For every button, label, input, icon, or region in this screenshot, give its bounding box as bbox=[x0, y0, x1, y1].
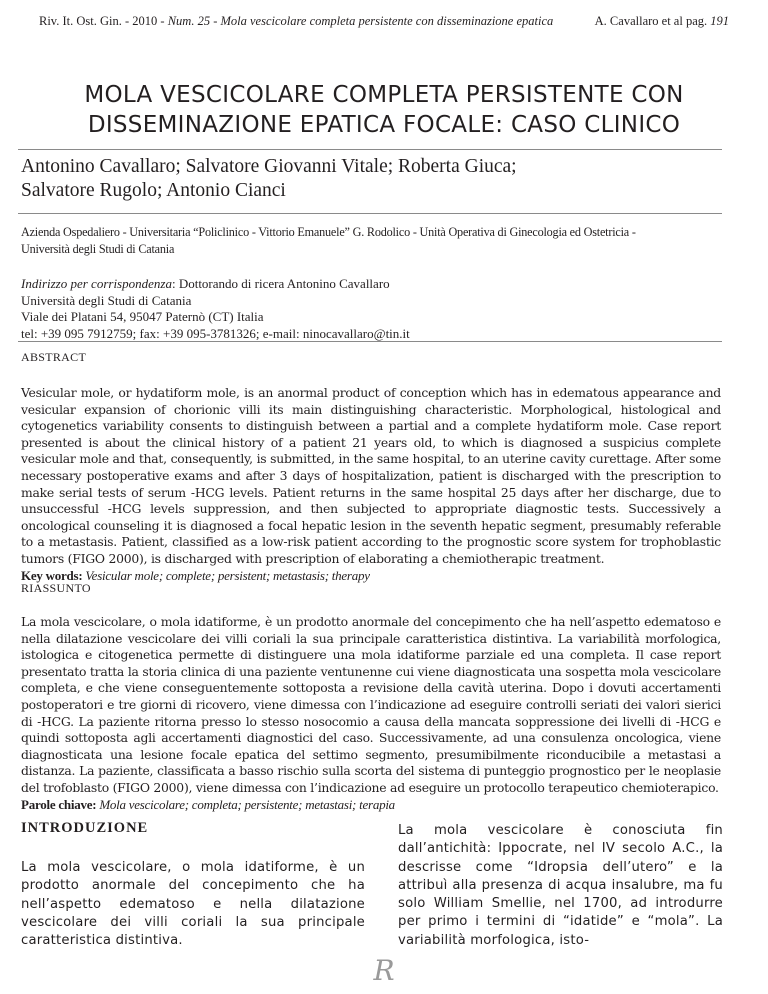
riassunto-heading: RIASSUNTO bbox=[21, 581, 91, 595]
introduzione-heading: INTRODUZIONE bbox=[21, 820, 149, 836]
contact-line: tel: +39 095 7912759; fax: +39 095-3781326; e-mail: ninocavallaro@tin.it bbox=[21, 325, 410, 341]
abstract-body bbox=[21, 385, 721, 584]
journal-logo-icon: R bbox=[373, 954, 395, 987]
riassunto-keywords: Parole chiave: Mola vescicolare; completa; persistente; metastasi; terapia bbox=[21, 796, 395, 812]
title-line-1: MOLA VESCICOLARE COMPLETA PERSISTENTE CON bbox=[84, 82, 684, 108]
article-title bbox=[0, 80, 768, 140]
author-list: Antonino Cavallaro; Salvatore Giovanni Vitale; Roberta Giuca; Salvatore Rugolo; Antonio Cianci bbox=[21, 156, 517, 201]
divider bbox=[18, 149, 722, 150]
title-line-2: DISSEMINAZIONE EPATICA FOCALE: CASO CLINICO bbox=[87, 112, 681, 138]
running-head bbox=[39, 14, 729, 29]
right-column-text: La mola vescicolare è conosciuta fin dall’antichità: Ippocrate, nel IV secolo A.C., la descrisse come “Idropsia dell’utero” e la attribuì alla presenza di acqua insalubre, ma fu solo William Smellie, nel 1700, ad introdurre per primo i termini di “idatide” e “mola”. La variabilità morfologica, isto- bbox=[398, 823, 723, 948]
divider bbox=[18, 213, 722, 214]
abstract-keywords: Key words: Vesicular mole; complete; persistent; metastasis; therapy bbox=[21, 567, 370, 583]
running-head-right: A. Cavallaro et al pag. 191 bbox=[594, 14, 729, 28]
introduzione-text: La mola vescicolare, o mola idatiforme, è un prodotto anormale del concepimento che ha nell’aspetto edematoso e nella dilatazione vescicolare dei villi coriali la sua principale caratteristica distintiva. bbox=[21, 860, 365, 949]
affiliation: Azienda Ospedaliero - Universitaria “Policlinico - Vittorio Emanuele” G. Rodolico - Unità Operativa di Ginecologia ed Ostetricia - Università degli Studi di Catania bbox=[21, 225, 636, 256]
abstract-heading: ABSTRACT bbox=[21, 350, 87, 364]
correspondence-label: Indirizzo per corrispondenza bbox=[21, 276, 172, 291]
correspondence-address: Indirizzo per corrispondenza: Dottorando di ricera Antonino Cavallaro Università degli Studi di Catania Viale dei Platani 54, 95047 Paternò (CT) Italia tel: +39 095 7912759; fax: +39 095-3781326; e-mail: ninocavallaro@tin.it bbox=[21, 276, 721, 342]
divider bbox=[18, 341, 722, 342]
riassunto-text: La mola vescicolare, o mola idatiforme, è un prodotto anormale del concepimento che ha nell’aspetto edematoso e nella dilatazione vescicolare dei villi coriali la sua principale caratteristica distintiva. La variabilità morfologica, istologica e citogenetica permette di distinguere una mola idatiforme parziale ed una completa. Il case report presentato tratta la storia clinica di una paziente ventunenne cui viene diagnosticata una sospetta mola vescicolare completa, e che viene conseguentemente sottoposta a revisione della cavità uterina. Dopo i dovuti accertamenti postoperatori e tre giorni di ricovero, viene dimessa con l’indicazione ad eseguire controlli seriati dei valori sierici di -HCG. La paziente ritorna presso lo stesso nosocomio a causa della mancata soppressione dei livelli di -HCG e quindi sottoposta agli accertamenti diagnostici del caso. Successivamente, ad una consulenza oncologica, viene diagnosticata una lesione focale epatica del settimo segmento, presumibilmente riconducibile a metastasi a distanza. La paziente, classificata a basso rischio sulla scorta del sistema di punteggio prognostico per le neoplasie del trofoblasto (FIGO 2000), viene dimessa con l’indicazione ad eseguire un protocollo terapeutico chemioterapico. bbox=[21, 614, 721, 795]
riassunto-body bbox=[21, 614, 721, 813]
left-column bbox=[21, 820, 365, 950]
running-head-left: Riv. It. Ost. Gin. - 2010 - Num. 25 - Mola vescicolare completa persistente con disseminazione epatica bbox=[39, 14, 554, 28]
abstract-text: Vesicular mole, or hydatiform mole, is an anormal product of conception which has in edematous appearance and vesicular expansion of chorionic villi its main distinguishing characteristic. Morphological, histological and cytogenetics variability consents to distinguish between a partial and a complete hydatiform mole. Case report presented is about the clinical history of a patient 21 years old, to which is diagnosed a suspicius complete vesicular mole and that, consequently, is submitted, in the same hospital, to an uterine cavity curettage. After some necessary postoperative exams and after 3 days of hospitalization, patient is discharged with the prescription to make serial tests of serum -HCG levels. Patient returns in the same hospital 25 days after her discharge, due to unsuccessful -HCG levels suppression, and then subjected to appropriate diagnostic tests. Successively a oncological counseling it is diagnosed a focal hepatic lesion in the seventh hepatic segment, presumably referable to a metastasis. Patient, classified as a low-risk patient according to the prognostic score system for trophoblastic tumors (FIGO 2000), is discharged with prescription of elaborating a chemiotherapic treatment. bbox=[21, 385, 721, 566]
right-column bbox=[398, 822, 723, 950]
